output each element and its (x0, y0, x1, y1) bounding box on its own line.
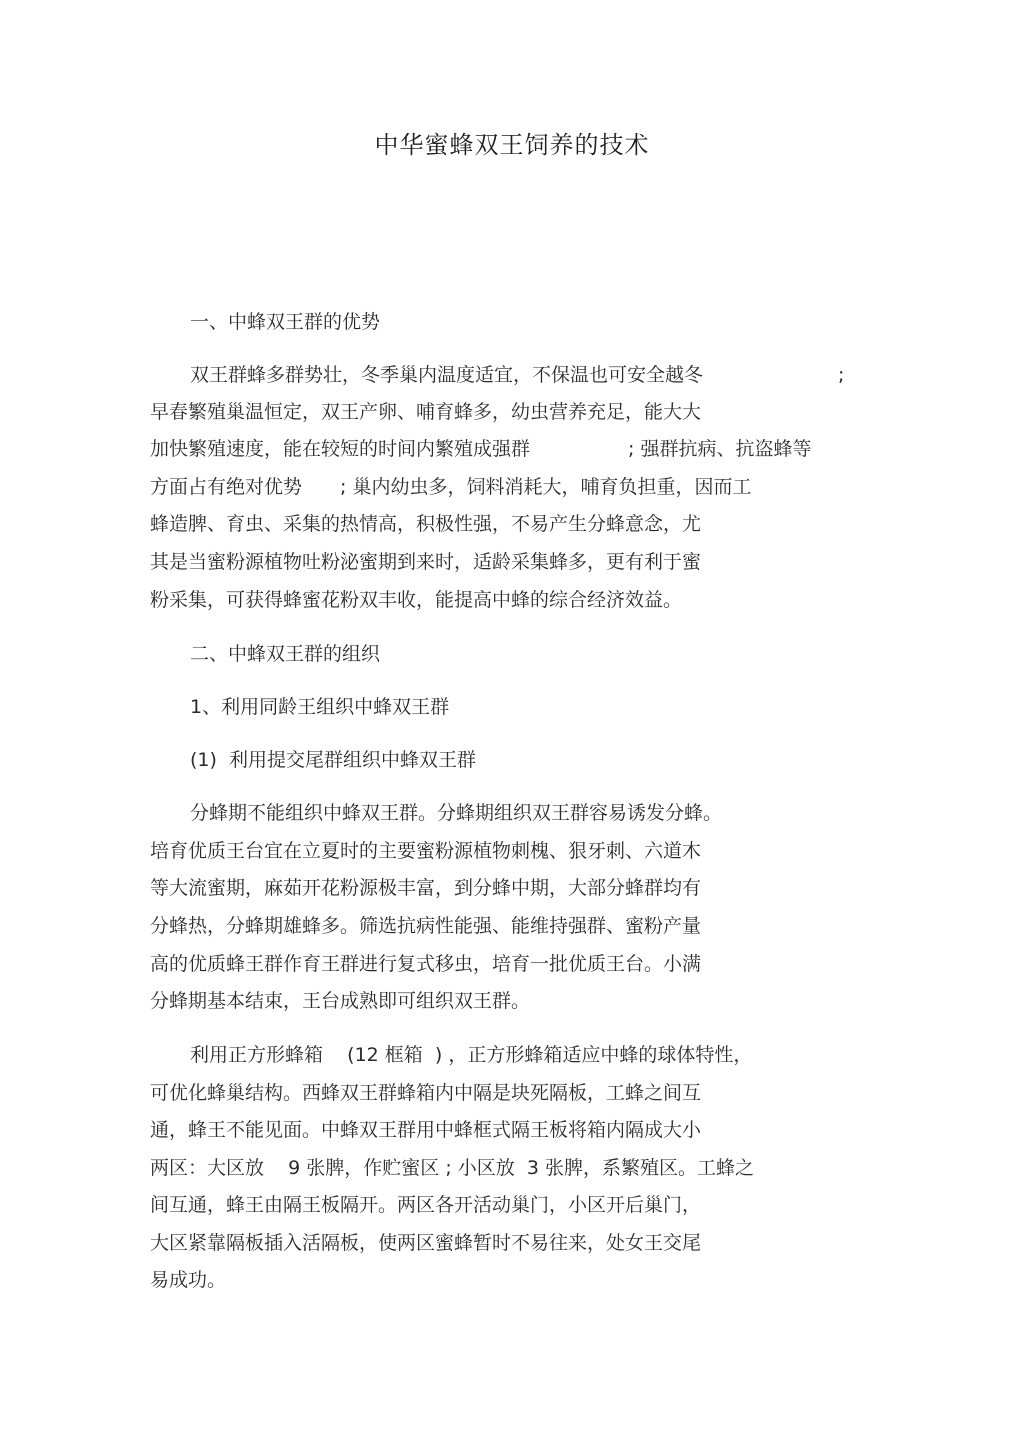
paragraph-line: 高的优质蜂王群作育王群进行复式移虫，培育一批优质王台。小满 (150, 953, 702, 975)
paragraph-line: 间互通，蜂王由隔王板隔开。两区各开活动巢门，小区开后巢门， (150, 1194, 702, 1216)
paragraph-line: 粉采集，可获得蜂蜜花粉双丰收，能提高中蜂的综合经济效益。 (150, 589, 683, 611)
section-heading-organization: 二、中蜂双王群的组织 (190, 643, 381, 665)
paragraph-line: ; 强群抗病、抗盗蜂等 (628, 438, 812, 460)
paragraph-line: 易成功。 (150, 1269, 227, 1291)
paragraph-line: 等大流蜜期，麻茹开花粉源极丰富，到分蜂中期，大部分蜂群均有 (150, 877, 702, 899)
paragraph-line: 大区紧靠隔板插入活隔板，使两区蜜蜂暂时不易往来，处女王交尾 (150, 1232, 702, 1254)
paragraph-line: 通，蜂王不能见面。中蜂双王群用中蜂框式隔王板将箱内隔成大小 (150, 1119, 702, 1141)
paragraph-line: 早春繁殖巢温恒定，双王产卵、哺育蜂多，幼虫营养充足，能大大 (150, 401, 702, 423)
section-heading-advantages: 一、中蜂双王群的优势 (190, 311, 381, 333)
paragraph-line: 方面占有绝对优势 (150, 476, 303, 498)
paragraph-line: 培育优质王台宜在立夏时的主要蜜粉源植物刺槐、狠牙刺、六道木 (150, 840, 702, 862)
paragraph-line: 分蜂期不能组织中蜂双王群。分蜂期组织双王群容易诱发分蜂。 (190, 802, 723, 824)
paragraph-line: 两区：大区放 9 张脾，作贮蜜区 ; 小区放 3 张脾，系繁殖区。工蜂之 (150, 1157, 754, 1179)
paragraph-line: 其是当蜜粉源植物吐粉泌蜜期到来时，适龄采集蜂多，更有利于蜜 (150, 551, 702, 573)
paragraph-line: 分蜂期基本结束，王台成熟即可组织双王群。 (150, 990, 531, 1012)
subsection-heading: 1、利用同龄王组织中蜂双王群 (190, 696, 450, 718)
paragraph-line: 分蜂热，分蜂期雄蜂多。筛选抗病性能强、能维持强群、蜜粉产量 (150, 915, 702, 937)
paragraph-line: 可优化蜂巢结构。西蜂双王群蜂箱内中隔是块死隔板，工蜂之间互 (150, 1082, 702, 1104)
subsection-heading: (1) 利用提交尾群组织中蜂双王群 (190, 749, 476, 771)
paragraph-line: 利用正方形蜂箱 (12 框箱 ) ，正方形蜂箱适应中蜂的球体特性， (190, 1044, 753, 1066)
paragraph-line: 双王群蜂多群势壮，冬季巢内温度适宜，不保温也可安全越冬 (190, 364, 704, 386)
document-title: 中华蜜蜂双王饲养的技术 (374, 131, 650, 159)
paragraph-line: 加快繁殖速度，能在较短的时间内繁殖成强群 (150, 438, 531, 460)
paragraph-line: ; 巢内幼虫多，饲料消耗大，哺育负担重，因而工 (340, 476, 752, 498)
paragraph-line: 蜂造脾、育虫、采集的热情高，积极性强，不易产生分蜂意念，尤 (150, 513, 702, 535)
paragraph-line: ; (838, 364, 845, 386)
